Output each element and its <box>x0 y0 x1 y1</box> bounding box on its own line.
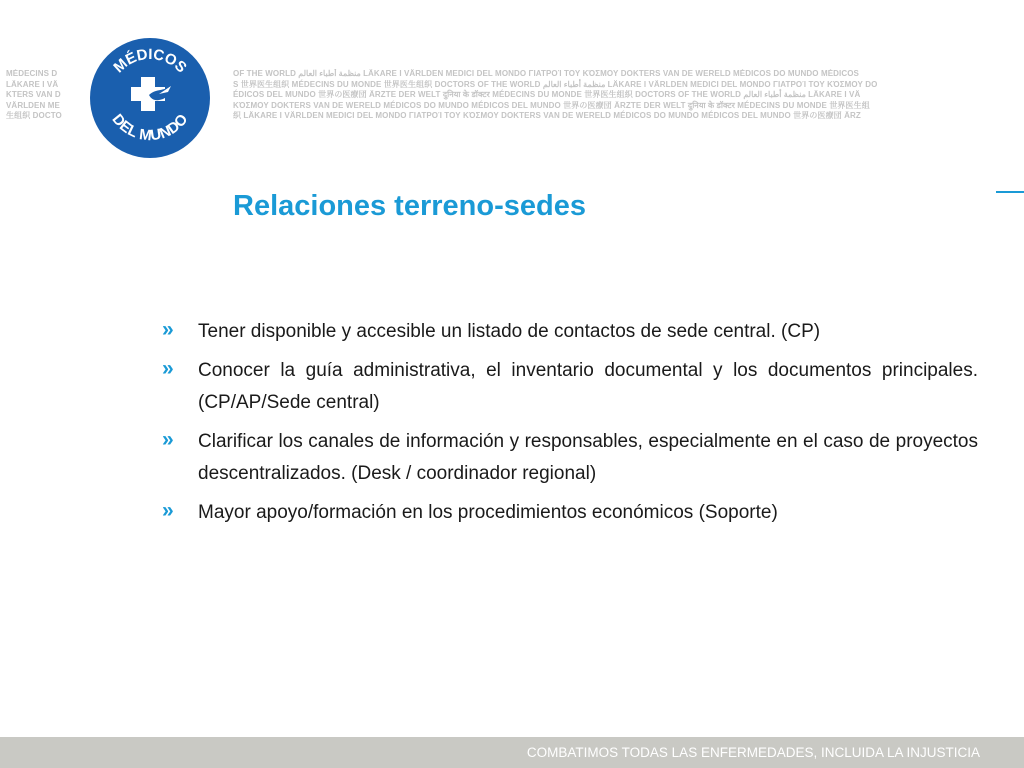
list-item <box>160 497 978 529</box>
list-item <box>160 316 978 348</box>
bullet-list <box>160 316 978 536</box>
banner-line: 生组织 DOCTO <box>6 111 62 120</box>
banner-line: LÄKARE I VÄ <box>6 79 59 89</box>
bullet-marker: » <box>162 318 174 341</box>
header-banner-left <box>6 69 76 122</box>
banner-line: 织 LÄKARE I VÄRLDEN MEDICI DEL MONDO ΓΙΑΤΡΟΊ ΤΟΥ ΚΌΣΜΟΥ DOKTERS VAN DE WERELD MÉDICOS DO MUNDO MÉDICOS DEL MUNDO 世界の医療団 ÄRZ <box>233 111 861 120</box>
logo-bottom-text: DEL MUNDO <box>108 110 192 145</box>
bullet-text: Conocer la guía administrativa, el inventario documental y los documentos principales. (CP/AP/Sede central) <box>198 360 978 413</box>
footer-bar <box>0 737 1024 768</box>
accent-line <box>996 191 1024 193</box>
logo-top-text: MÉDICOS <box>110 45 190 77</box>
header-banner-right <box>233 69 1018 122</box>
bullet-text: Tener disponible y accesible un listado de contactos de sede central. (CP) <box>198 321 821 342</box>
footer-slogan: COMBATIMOS TODAS LAS ENFERMEDADES, INCLUIDA LA INJUSTICIA <box>526 745 980 760</box>
bullet-text: Mayor apoyo/formación en los procedimientos económicos (Soporte) <box>198 502 778 523</box>
bullet-text: Clarificar los canales de información y responsables, especialmente en el caso de proyectos descentralizados. (Desk / coordinador regional) <box>198 431 978 484</box>
banner-line: VÄRLDEN ME <box>6 100 60 110</box>
banner-line: KTERS VAN D <box>6 90 61 99</box>
list-item <box>160 426 978 490</box>
banner-line: OF THE WORLD منظمة أطباء العالم LÄKARE I VÄRLDEN MEDICI DEL MONDO ΓΙΑΤΡΟΊ ΤΟΥ ΚΌΣΜΟΥ DOKTERS VAN DE WERELD MÉDICOS DO MUNDO MÉDICOS <box>233 69 859 78</box>
bullet-marker: » <box>162 428 174 451</box>
banner-line: ΚΌΣΜΟΥ DOKTERS VAN DE WERELD MÉDICOS DO MUNDO MÉDICOS DEL MUNDO 世界の医療団 ÄRZTE DER WELT दुनिया के डॉक्टर MÉDECINS DU MONDE 世界医生组 <box>233 100 870 110</box>
list-item <box>160 355 978 419</box>
banner-line: MÉDECINS D <box>6 69 58 78</box>
banner-line: S 世界医生组织 MÉDECINS DU MONDE 世界医生组织 DOCTORS OF THE WORLD منظمة أطباء العالم LÄKARE I VÄRLDEN MEDICI DEL MONDO ΓΙΑΤΡΟΊ ΤΟΥ ΚΌΣΜΟΥ DO <box>233 79 878 89</box>
banner-line: ÉDICOS DEL MUNDO 世界の医療団 ÄRZTE DER WELT दुनिया के डॉक्टर MÉDECINS DU MONDE 世界医生组织 DOCTORS OF THE WORLD منظمة أطباء العالم LÄKARE I VÄ <box>233 90 861 99</box>
bullet-marker: » <box>162 357 174 380</box>
bullet-marker: » <box>162 499 174 522</box>
slide-title: Relaciones terreno-sedes <box>233 190 586 222</box>
medicos-del-mundo-logo <box>89 37 211 159</box>
